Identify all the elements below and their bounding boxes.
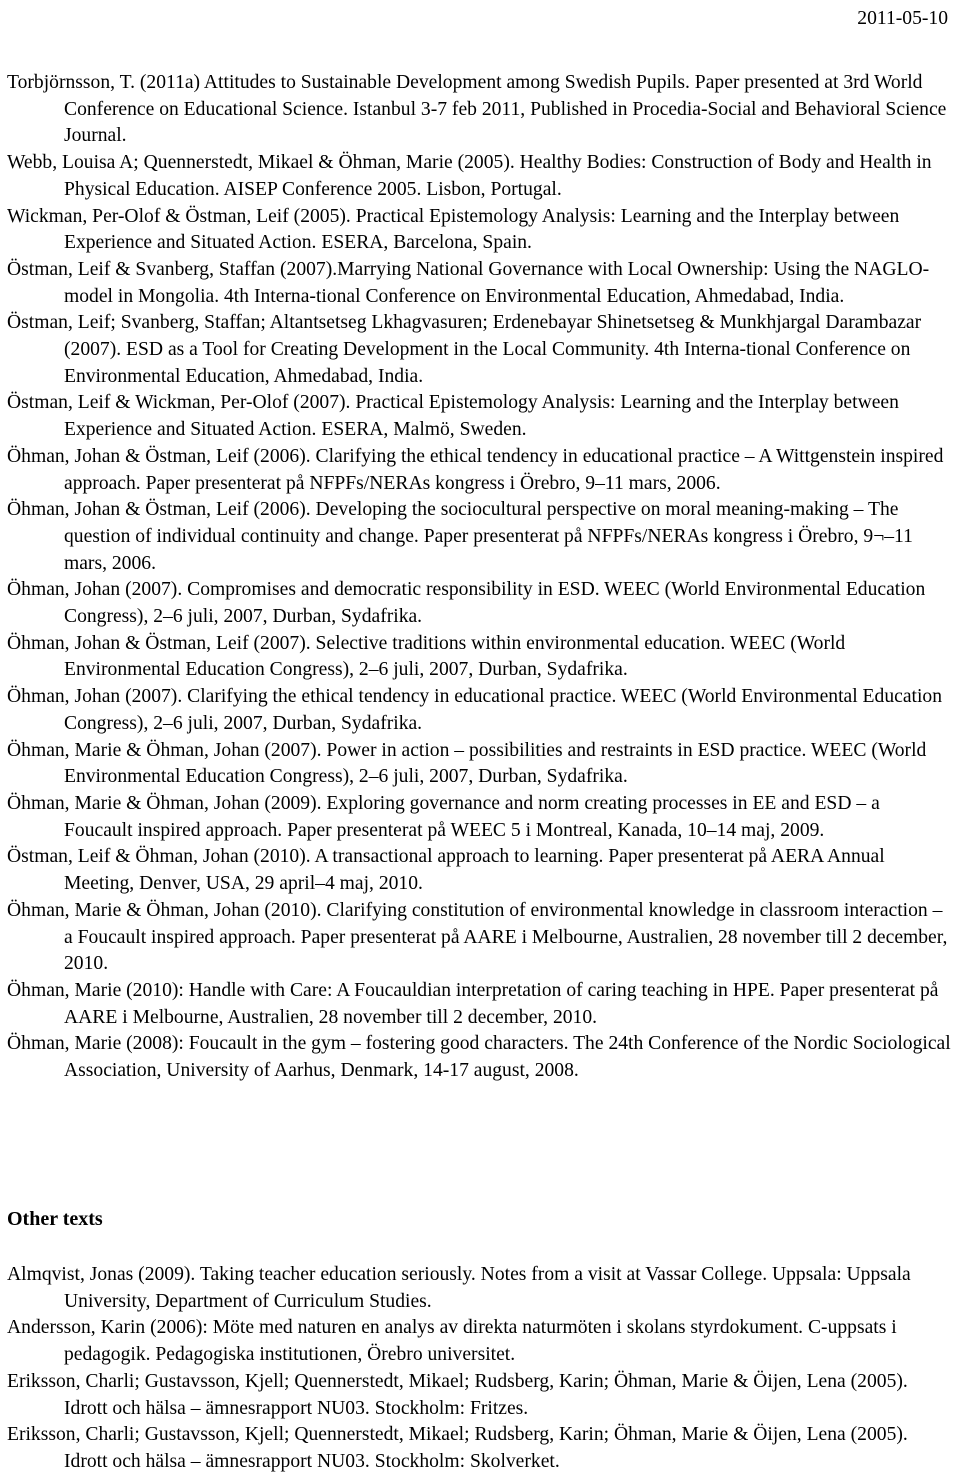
reference-item: Öhman, Marie & Öhman, Johan (2007). Power in action – possibilities and restraints in ESD practice. WEEC (World Environmental Education Congress), 2–6 juli, 2007, Durban, Sydafrika.	[7, 739, 927, 788]
reference-item: Wickman, Per-Olof & Östman, Leif (2005). Practical Epistemology Analysis: Learning and the Interplay between Experience and Situated Action. ESERA, Barcelona, Spain.	[7, 205, 900, 254]
reference-item: Öhman, Johan (2007). Compromises and democratic responsibility in ESD. WEEC (World Environmental Education Congress), 2–6 juli, 2007, Durban, Sydafrika.	[7, 579, 926, 628]
reference-item: Öhman, Marie (2010): Handle with Care: A Foucauldian interpretation of caring teaching in HPE. Paper presenterat på AARE i Melbourne, Australien, 28 november till 2 december, 2010.	[7, 979, 939, 1028]
reference-item: Östman, Leif & Öhman, Johan (2010). A transactional approach to learning. Paper presenterat på AERA Annual Meeting, Denver, USA, 29 april–4 maj, 2010.	[7, 846, 885, 895]
reference-item: Östman, Leif & Wickman, Per-Olof (2007). Practical Epistemology Analysis: Learning and the Interplay between Experience and Situated Action. ESERA, Malmö, Sweden.	[7, 392, 899, 441]
reference-item: Eriksson, Charli; Gustavsson, Kjell; Quennerstedt, Mikael; Rudsberg, Karin; Öhman, Marie & Öijen, Lena (2005). Idrott och hälsa – ämnesrapport NU03. Stockholm: Fritzes.	[7, 1370, 908, 1419]
reference-item: Almqvist, Jonas (2009). Taking teacher education seriously. Notes from a visit at Vassar College. Uppsala: Uppsala University, Department of Curriculum Studies.	[7, 1264, 911, 1312]
section-heading-other-texts: Other texts	[7, 1208, 103, 1230]
reference-item: Torbjörnsson, T. (2011a) Attitudes to Sustainable Development among Swedish Pupils. Paper presented at 3rd World Conference on Educational Science. Istanbul 3-7 feb 2011, Published in Procedia-Social and Behavioral Science Journal.	[7, 72, 947, 147]
reference-item: Andersson, Karin (2006): Möte med naturen en analys av direkta naturmöten i skolans styrdokument. C-uppsats i pedagogik. Pedagogiska institutionen, Örebro universitet.	[7, 1317, 897, 1366]
reference-item: Östman, Leif & Svanberg, Staffan (2007).Marrying National Governance with Local Ownership: Using the NAGLO-model in Mongolia. 4th Interna-tional Conference on Environmental Education, Ahmedabad, India.	[7, 258, 930, 307]
reference-item: Öhman, Johan (2007). Clarifying the ethical tendency in educational practice. WEEC (World Environmental Education Congress), 2–6 juli, 2007, Durban, Sydafrika.	[7, 686, 942, 734]
reference-item: Öhman, Marie & Öhman, Johan (2010). Clarifying constitution of environmental knowledge in classroom interaction – a Foucault inspired approach. Paper presenterat på AARE i Melbourne, Australien, 28 november till 2 december, 2010.	[7, 899, 948, 975]
other-reference-list	[7, 1262, 952, 1476]
header-date: 2011-05-10	[857, 8, 948, 29]
reference-item: Öhman, Johan & Östman, Leif (2006). Clarifying the ethical tendency in educational practice – A Wittgenstein inspired approach. Paper presenterat på NFPFs/NERAs kongress i Örebro, 9–11 mars, 2006.	[7, 445, 944, 494]
reference-item: Öhman, Johan & Östman, Leif (2007). Selective traditions within environmental education. WEEC (World Environmental Education Congress), 2–6 juli, 2007, Durban, Sydafrika.	[7, 632, 846, 681]
reference-item: Östman, Leif; Svanberg, Staffan; Altantsetseg Lkhagvasuren; Erdenebayar Shinetsetseg & Munkhjargal Darambazar (2007). ESD as a Tool for Creating Development in the Local Community. 4th Interna-tional Conference on Environmental Education, Ahmedabad, India.	[7, 312, 922, 387]
reference-list	[7, 70, 952, 1085]
reference-item: Webb, Louisa A; Quennerstedt, Mikael & Öhman, Marie (2005). Healthy Bodies: Construction of Body and Health in Physical Education. AISEP Conference 2005. Lisbon, Portugal.	[7, 152, 932, 200]
reference-item: Öhman, Marie (2008): Foucault in the gym – fostering good characters. The 24th Conference of the Nordic Sociological Association, University of Aarhus, Denmark, 14-17 august, 2008.	[7, 1033, 951, 1082]
reference-item: Eriksson, Charli; Gustavsson, Kjell; Quennerstedt, Mikael; Rudsberg, Karin; Öhman, Marie & Öijen, Lena (2005). Idrott och hälsa – ämnesrapport NU03. Stockholm: Skolverket.	[7, 1424, 908, 1472]
reference-item: Öhman, Marie & Öhman, Johan (2009). Exploring governance and norm creating processes in EE and ESD – a Foucault inspired approach. Paper presenterat på WEEC 5 i Montreal, Kanada, 10–14 maj, 2009.	[7, 792, 880, 841]
reference-item: Öhman, Johan & Östman, Leif (2006). Developing the sociocultural perspective on moral meaning-making – The question of individual continuity and change. Paper presenterat på NFPFs/NERAs kongress i Örebro, 9¬–11 mars, 2006.	[7, 499, 913, 574]
